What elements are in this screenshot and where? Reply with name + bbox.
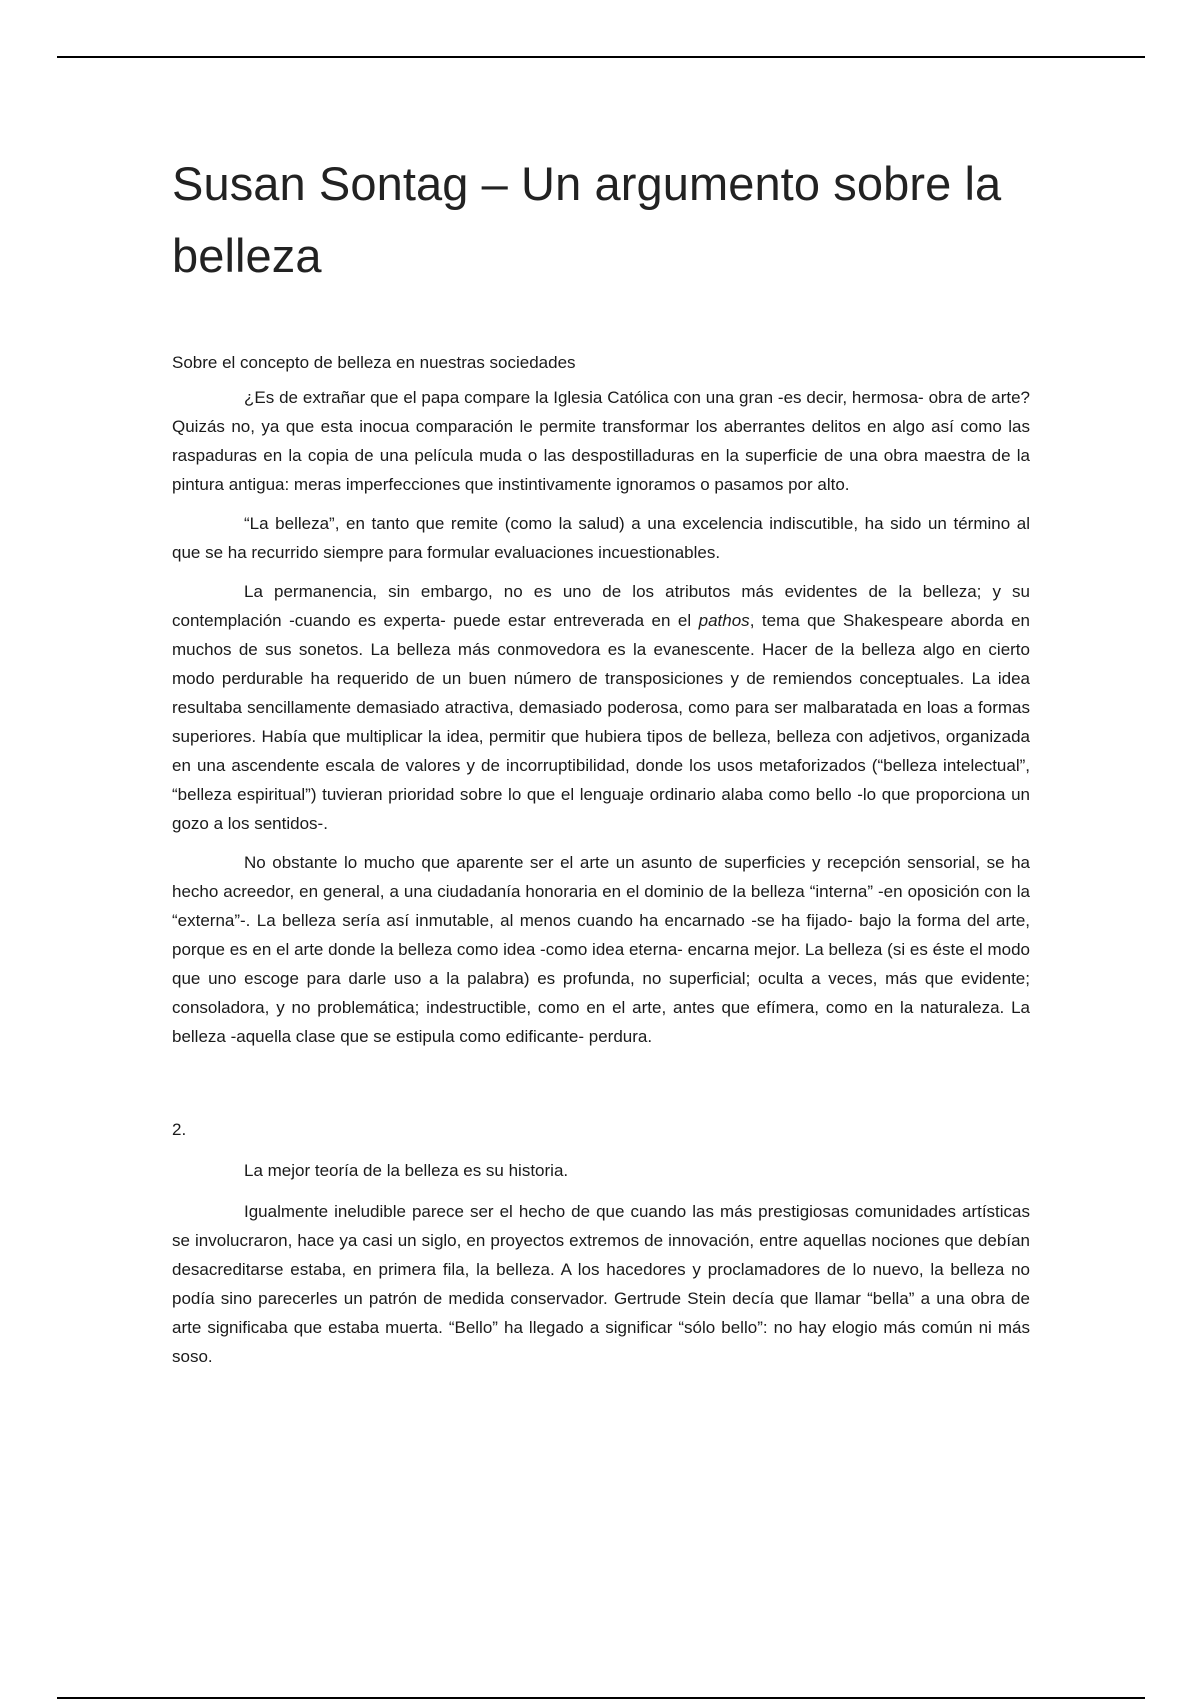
document-subtitle: Sobre el concepto de belleza en nuestras sociedades — [172, 353, 576, 372]
paragraph-2: “La belleza”, en tanto que remite (como la salud) a una excelencia indiscutible, ha sido un término al que se ha recurrido siempre para formular evaluaciones incuestionables. — [172, 514, 1030, 562]
document-body — [172, 148, 1030, 1371]
bottom-rule — [57, 1697, 1145, 1699]
section-2-paragraph: Igualmente ineludible parece ser el hecho de que cuando las más prestigiosas comunidades artísticas se involucraron, hace ya casi un siglo, en proyectos extremos de innovación, entre aquellas nociones que debían desacreditarse estaba, en primera fila, la belleza. A los hacedores y proclamadores de lo nuevo, la belleza no podía sino parecerles un patrón de medida conservador. Gertrude Stein decía que llamar “bella” a una obra de arte significaba que estaba muerta. “Bello” ha llegado a significar “sólo bello”: no hay elogio más común ni más soso. — [172, 1202, 1030, 1366]
top-rule — [57, 56, 1145, 58]
paragraph-1: ¿Es de extrañar que el papa compare la Iglesia Católica con una gran -es decir, hermosa- obra de arte? Quizás no, ya que esta inocua comparación le permite transformar los aberrantes delitos en algo así como las raspaduras en la copia de una película muda o las despostilladuras en la superficie de una obra maestra de la pintura antigua: meras imperfecciones que instintivamente ignoramos o pasamos por alto. — [172, 388, 1030, 494]
paragraph-3-emphasis: pathos — [698, 611, 750, 630]
paragraph-3-text-after: , tema que Shakespeare aborda en muchos de sus sonetos. La belleza más conmovedora es la evanescente. Hacer de la belleza algo en cierto modo perdurable ha requerido de un buen número de transposiciones y de remiendos conceptuales. La idea resultaba sencillamente demasiado atractiva, demasiado poderosa, como para ser malbaratada en loas a formas superiores. Había que multiplicar la idea, permitir que hubiera tipos de belleza, belleza con adjetivos, organizada en una ascendente escala de valores y de incorruptibilidad, donde los usos metaforizados (“belleza intelectual”, “belleza espiritual”) tuvieran prioridad sobre lo que el lenguaje ordinario alaba como bello -lo que proporciona un gozo a los sentidos-. — [172, 611, 1030, 833]
section-2-number: 2. — [172, 1120, 187, 1139]
paragraph-3-text-before: La permanencia, sin embargo, no es uno de los atributos más evidentes de la belleza; y su contemplación -cuando es experta- puede estar entreverada en el — [172, 582, 1030, 630]
paragraph-3 — [172, 577, 1030, 838]
paragraph-4: No obstante lo mucho que aparente ser el arte un asunto de superficies y recepción sensorial, se ha hecho acreedor, en general, a una ciudadanía honoraria en el dominio de la belleza “interna” -en oposición con la “externa”-. La belleza sería así inmutable, al menos cuando ha encarnado -se ha fijado- bajo la forma del arte, porque es en el arte donde la belleza como idea -como idea eterna- encarna mejor. La belleza (si es éste el modo que uno escoge para darle uso a la palabra) es profunda, no superficial; oculta a veces, más que evidente; consoladora, y no problemática; indestructible, como en el arte, antes que efímera, como en la naturaleza. La belleza -aquella clase que se estipula como edificante- perdura. — [172, 853, 1030, 1046]
section-2-lead: La mejor teoría de la belleza es su historia. — [244, 1161, 569, 1180]
document-title: Susan Sontag – Un argumento sobre la belleza — [172, 157, 1002, 282]
